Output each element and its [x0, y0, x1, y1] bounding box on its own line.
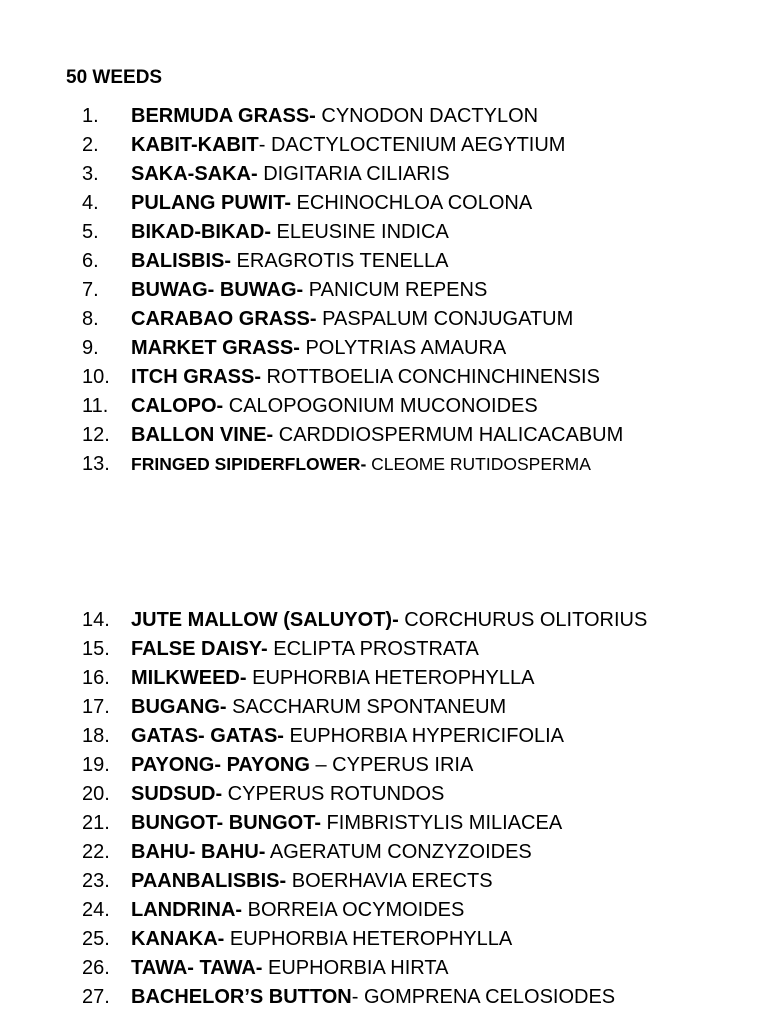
- common-name: BIKAD-BIKAD-: [131, 221, 271, 243]
- item-number: 10.: [82, 366, 110, 388]
- common-name: CALOPO-: [131, 395, 224, 417]
- common-name: BUNGOT- BUNGOT-: [131, 812, 321, 834]
- scientific-name: EUPHORBIA HETEROPHYLLA: [246, 667, 535, 689]
- item-entry: [131, 334, 506, 363]
- item-number: 3.: [82, 163, 99, 185]
- item-entry: [131, 867, 493, 896]
- scientific-name: DIGITARIA CILIARIS: [257, 163, 450, 185]
- common-name: BAHU- BAHU-: [131, 841, 266, 863]
- item-number: 12.: [82, 424, 110, 446]
- common-name: GATAS- GATAS-: [131, 725, 284, 747]
- item-number: 15.: [82, 638, 110, 660]
- item-number: 7.: [82, 279, 99, 301]
- common-name: MILKWEED-: [131, 667, 247, 689]
- scientific-name: EUPHORBIA HYPERICIFOLIA: [283, 725, 565, 747]
- item-entry: [131, 305, 573, 334]
- common-name: MARKET GRASS-: [131, 337, 300, 359]
- item-number: 13.: [82, 453, 110, 475]
- common-name: KABIT-KABIT: [131, 134, 259, 156]
- item-number: 9.: [82, 337, 99, 359]
- scientific-name: CORCHURUS OLITORIUS: [398, 609, 648, 631]
- common-name: FALSE DAISY-: [131, 638, 268, 660]
- item-entry: [131, 131, 565, 160]
- item-number: 26.: [82, 957, 110, 979]
- item-number: 25.: [82, 928, 110, 950]
- common-name: SUDSUD-: [131, 783, 223, 805]
- item-entry: [131, 363, 600, 392]
- item-number: 18.: [82, 725, 110, 747]
- common-name: BALLON VINE-: [131, 424, 274, 446]
- common-name: BERMUDA GRASS-: [131, 105, 316, 127]
- scientific-name: CARDDIOSPERMUM HALICACABUM: [273, 424, 624, 446]
- scientific-name: ECHINOCHLOA COLONA: [291, 192, 533, 214]
- item-number: 2.: [82, 134, 99, 156]
- scientific-name: - DACTYLOCTENIUM AEGYTIUM: [258, 134, 566, 156]
- item-entry: [131, 276, 487, 305]
- common-name: LANDRINA-: [131, 899, 243, 921]
- item-number: 4.: [82, 192, 99, 214]
- common-name: BALISBIS-: [131, 250, 231, 272]
- item-entry: [131, 896, 464, 925]
- item-entry: [131, 838, 532, 867]
- item-entry: [131, 102, 538, 131]
- scientific-name: FIMBRISTYLIS MILIACEA: [321, 812, 563, 834]
- common-name: PULANG PUWIT-: [131, 192, 291, 214]
- scientific-name: ELEUSINE INDICA: [270, 221, 449, 243]
- common-name: BUWAG- BUWAG-: [131, 279, 304, 301]
- item-number: 6.: [82, 250, 99, 272]
- item-entry: [131, 392, 538, 421]
- item-number: 24.: [82, 899, 110, 921]
- item-entry: [131, 218, 449, 247]
- item-entry: [131, 421, 623, 450]
- item-number: 20.: [82, 783, 110, 805]
- item-number: 11.: [82, 395, 109, 417]
- item-entry: [131, 722, 564, 751]
- scientific-name: ECLIPTA PROSTRATA: [267, 638, 479, 660]
- scientific-name: BOERHAVIA ERECTS: [286, 870, 493, 892]
- item-number: 27.: [82, 986, 110, 1008]
- item-number: 17.: [82, 696, 110, 718]
- common-name: JUTE MALLOW (SALUYOT)-: [131, 609, 399, 631]
- item-number: 5.: [82, 221, 99, 243]
- scientific-name: ERAGROTIS TENELLA: [231, 250, 449, 272]
- scientific-name: ROTTBOELIA CONCHINCHINENSIS: [261, 366, 600, 388]
- item-number: 14.: [82, 609, 110, 631]
- common-name: SAKA-SAKA-: [131, 163, 258, 185]
- scientific-name: PASPALUM CONJUGATUM: [316, 308, 574, 330]
- common-name: CARABAO GRASS-: [131, 308, 317, 330]
- item-entry: [131, 809, 562, 838]
- common-name: TAWA- TAWA-: [131, 957, 263, 979]
- item-entry: [131, 780, 444, 809]
- scientific-name: - GOMPRENA CELOSIODES: [351, 986, 616, 1008]
- document-title: 50 WEEDS: [66, 67, 163, 88]
- item-entry: [131, 983, 615, 1012]
- scientific-name: BORREIA OCYMOIDES: [242, 899, 465, 921]
- item-number: 16.: [82, 667, 110, 689]
- common-name: BACHELOR’S BUTTON: [131, 986, 352, 1008]
- item-number: 23.: [82, 870, 110, 892]
- scientific-name: CYNODON DACTYLON: [315, 105, 539, 127]
- item-number: 21.: [82, 812, 110, 834]
- common-name: KANAKA-: [131, 928, 225, 950]
- scientific-name: POLYTRIAS AMAURA: [299, 337, 507, 359]
- scientific-name: AGERATUM CONZYZOIDES: [265, 841, 532, 863]
- item-number: 19.: [82, 754, 110, 776]
- scientific-name: CYPERUS ROTUNDOS: [222, 783, 445, 805]
- scientific-name: EUPHORBIA HETEROPHYLLA: [224, 928, 513, 950]
- item-entry: [131, 189, 532, 218]
- scientific-name: EUPHORBIA HIRTA: [262, 957, 449, 979]
- common-name: ITCH GRASS-: [131, 366, 261, 388]
- common-name: PAYONG- PAYONG: [131, 754, 310, 776]
- scientific-name: – CYPERUS IRIA: [309, 754, 474, 776]
- common-name: BUGANG-: [131, 696, 227, 718]
- item-entry: [131, 606, 647, 635]
- item-number: 1.: [82, 105, 99, 127]
- common-name: FRINGED SIPIDERFLOWER-: [131, 454, 367, 474]
- item-entry: [131, 751, 473, 780]
- scientific-name: CLEOME RUTIDOSPERMA: [366, 454, 591, 474]
- item-entry: [131, 693, 506, 722]
- item-entry: [131, 635, 479, 664]
- scientific-name: SACCHARUM SPONTANEUM: [226, 696, 507, 718]
- item-entry: [131, 160, 450, 189]
- scientific-name: CALOPOGONIUM MUCONOIDES: [223, 395, 538, 417]
- item-entry: [131, 925, 512, 954]
- item-entry: [131, 247, 448, 276]
- item-entry: [131, 954, 448, 983]
- common-name: PAANBALISBIS-: [131, 870, 287, 892]
- scientific-name: PANICUM REPENS: [303, 279, 488, 301]
- item-entry: [131, 664, 534, 693]
- item-number: 8.: [82, 308, 99, 330]
- item-entry: [131, 450, 591, 479]
- item-number: 22.: [82, 841, 110, 863]
